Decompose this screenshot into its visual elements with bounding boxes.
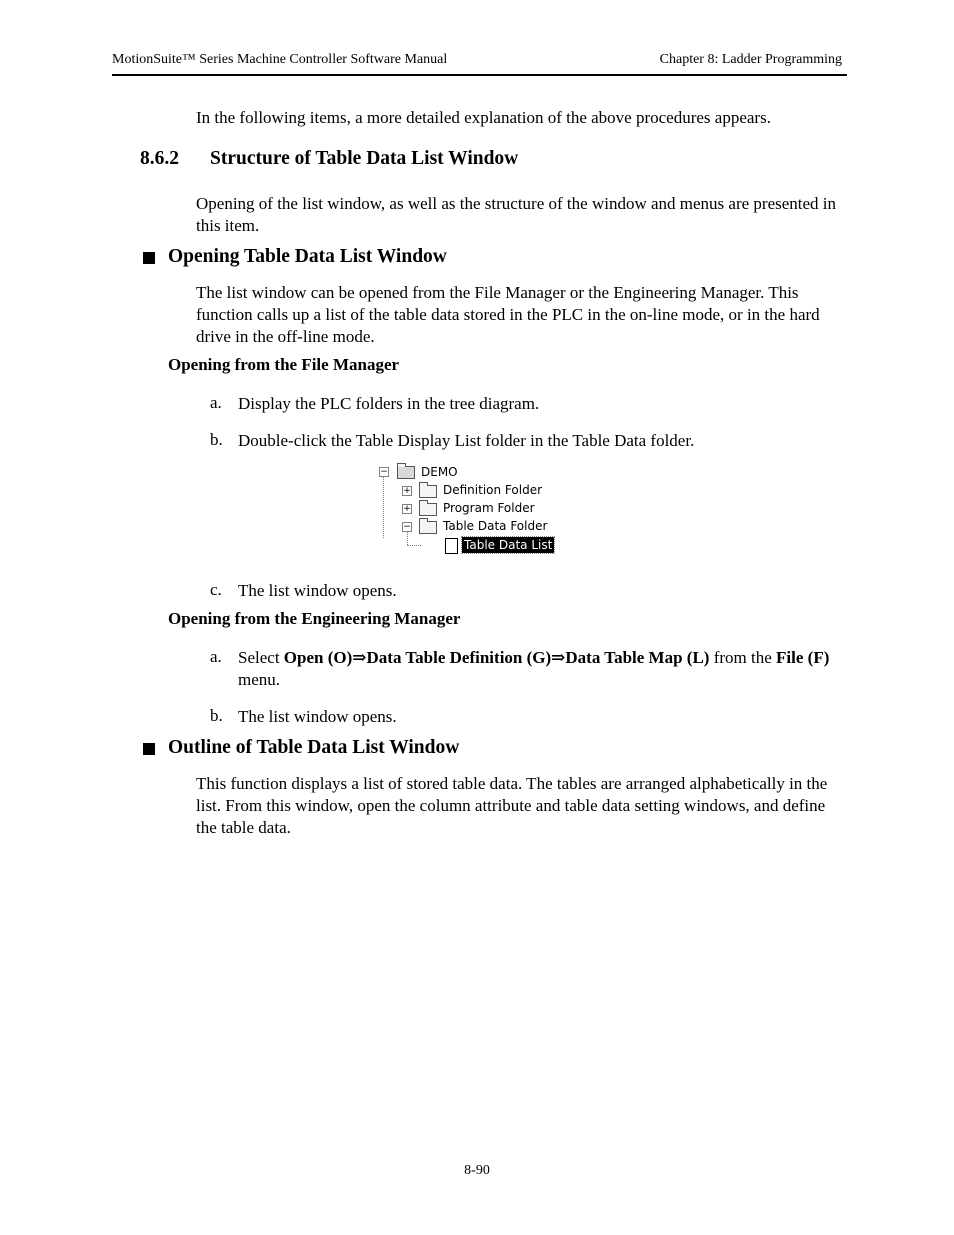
intro-paragraph: In the following items, a more detailed explanation of the above procedures appears. xyxy=(196,108,771,127)
collapse-icon[interactable]: − xyxy=(403,522,411,532)
step-text-post: menu. xyxy=(238,670,281,689)
step-text xyxy=(238,647,838,691)
section-number: 8.6.2 xyxy=(140,148,179,169)
tree-label: Definition Folder xyxy=(443,483,543,497)
opening-paragraph: The list window can be opened from the File Manager or the Engineering Manager. This function calls up a list of the table data stored in the PLC in the on-line mode, or in the hard drive in the off-line mode. xyxy=(196,283,820,346)
step-text: Display the PLC folders in the tree diagram. xyxy=(238,394,540,413)
tree-label: Table Data Folder xyxy=(443,519,548,533)
outline-paragraph: This function displays a list of stored table data. The tables are arranged alphabetically in the list. From this window, open the column attribute and table data setting windows, and define the table data. xyxy=(196,774,828,837)
page-number: 8-90 xyxy=(464,1163,490,1178)
tree-label: DEMO xyxy=(421,465,458,479)
opening-heading: Opening Table Data List Window xyxy=(168,246,447,267)
menu-name: File (F) xyxy=(776,648,830,667)
step-label: b. xyxy=(210,706,223,725)
tree-connector xyxy=(407,545,421,546)
header-manual-title: MotionSuite™ Series Machine Controller Software Manual xyxy=(112,52,448,67)
collapse-icon[interactable]: − xyxy=(380,467,388,477)
folder-tree xyxy=(378,462,553,557)
step-text: Double-click the Table Display List folder in the Table Data folder. xyxy=(238,431,695,450)
header-chapter: Chapter 8: Ladder Programming xyxy=(659,52,842,67)
expand-icon[interactable]: + xyxy=(403,486,411,496)
outline-heading: Outline of Table Data List Window xyxy=(168,737,460,758)
expand-icon[interactable]: + xyxy=(403,504,411,514)
bullet-square-icon xyxy=(143,252,155,264)
step-label: c. xyxy=(210,580,222,599)
menu-path: Open (O)⇒Data Table Definition (G)⇒Data Table Map (L) xyxy=(283,648,710,667)
tree-connector xyxy=(383,476,384,538)
engineering-manager-heading: Opening from the Engineering Manager xyxy=(168,609,461,628)
tree-label-selected: Table Data List xyxy=(464,538,553,552)
section-title: Structure of Table Data List Window xyxy=(210,148,519,169)
header-divider xyxy=(112,74,847,76)
step-text-pre: Select xyxy=(238,648,284,667)
tree-label: Program Folder xyxy=(443,501,535,515)
bullet-square-icon xyxy=(143,743,155,755)
folder-icon xyxy=(419,485,437,498)
plc-icon xyxy=(397,466,415,479)
file-manager-heading: Opening from the File Manager xyxy=(168,355,400,374)
folder-icon xyxy=(419,503,437,516)
folder-icon xyxy=(419,521,437,534)
step-text: The list window opens. xyxy=(238,581,397,600)
step-text-mid: from the xyxy=(709,648,777,667)
step-text: The list window opens. xyxy=(238,707,397,726)
section-description: Opening of the list window, as well as the structure of the window and menus are presented in this item. xyxy=(196,194,837,235)
step-label: a. xyxy=(210,393,222,412)
document-icon xyxy=(445,538,458,554)
step-label: b. xyxy=(210,430,223,449)
tree-connector xyxy=(407,532,408,545)
step-label: a. xyxy=(210,647,222,666)
